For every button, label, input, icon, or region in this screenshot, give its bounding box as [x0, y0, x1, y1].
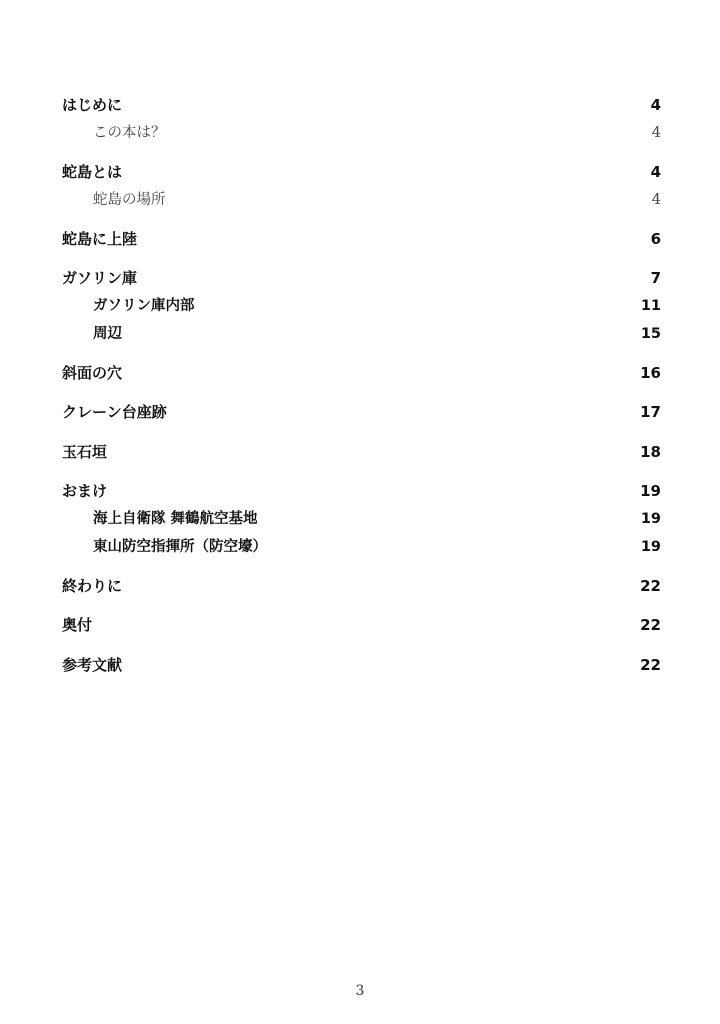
toc-entry [62, 188, 661, 212]
toc-entry [62, 121, 661, 145]
toc-entry-page: 22 [640, 577, 661, 595]
toc-entry-page: 18 [640, 443, 661, 461]
toc-entry-page: 19 [640, 511, 661, 527]
toc-entry-title: 奥付 [62, 616, 93, 634]
toc-entry-title: クレーン台座跡 [62, 403, 167, 421]
toc-entry [62, 613, 661, 637]
toc-entry [62, 361, 661, 385]
toc-entry [62, 294, 661, 318]
toc-entry-page: 4 [651, 125, 661, 141]
toc-entry-title: はじめに [62, 96, 123, 114]
toc-entry-title: 蛇島の場所 [93, 192, 166, 208]
toc-entry [62, 507, 661, 531]
toc-entry-title: おまけ [62, 482, 108, 500]
toc-entry-page: 4 [650, 96, 661, 114]
toc-entry [62, 440, 661, 464]
toc-entry-page: 22 [640, 616, 661, 634]
toc-entry [62, 93, 661, 117]
toc-entry-page: 16 [640, 364, 661, 382]
toc-entry-title: ガソリン庫内部 [93, 298, 195, 314]
toc-entry [62, 227, 661, 251]
toc-entry [62, 574, 661, 598]
toc-entry-title: 海上自衛隊 舞鶴航空基地 [93, 511, 258, 527]
toc-entry [62, 653, 661, 677]
toc-entry [62, 160, 661, 184]
toc-entry-page: 19 [640, 482, 661, 500]
toc-entry-page: 4 [650, 163, 661, 181]
toc-entry [62, 535, 661, 559]
toc-entry [62, 266, 661, 290]
toc-entry-page: 15 [640, 326, 661, 342]
toc-entry-title: ガソリン庫 [62, 269, 138, 287]
toc-entry-page: 11 [640, 298, 661, 314]
toc-entry-title: 蛇島とは [62, 163, 123, 181]
toc-entry-title: 参考文献 [62, 656, 123, 674]
toc-entry-title: 玉石垣 [62, 443, 108, 461]
toc-entry [62, 400, 661, 424]
toc-entry-title: 東山防空指揮所（防空壕） [93, 539, 267, 555]
toc-entry-page: 19 [640, 539, 661, 555]
toc-entry-page: 7 [650, 269, 661, 287]
toc-entry-title: 終わりに [62, 577, 123, 595]
page-number: 3 [355, 983, 365, 999]
toc-entry-title: この本は？ [93, 125, 166, 141]
toc-entry-title: 蛇島に上陸 [62, 230, 138, 248]
toc-entry [62, 322, 661, 346]
toc-entry [62, 479, 661, 503]
toc-entry-page: 17 [640, 403, 661, 421]
toc-entry-title: 周辺 [93, 326, 122, 342]
toc-entry-page: 4 [651, 192, 661, 208]
toc-entry-title: 斜面の穴 [62, 364, 123, 382]
toc-entry-page: 22 [640, 656, 661, 674]
toc-entry-page: 6 [650, 230, 661, 248]
